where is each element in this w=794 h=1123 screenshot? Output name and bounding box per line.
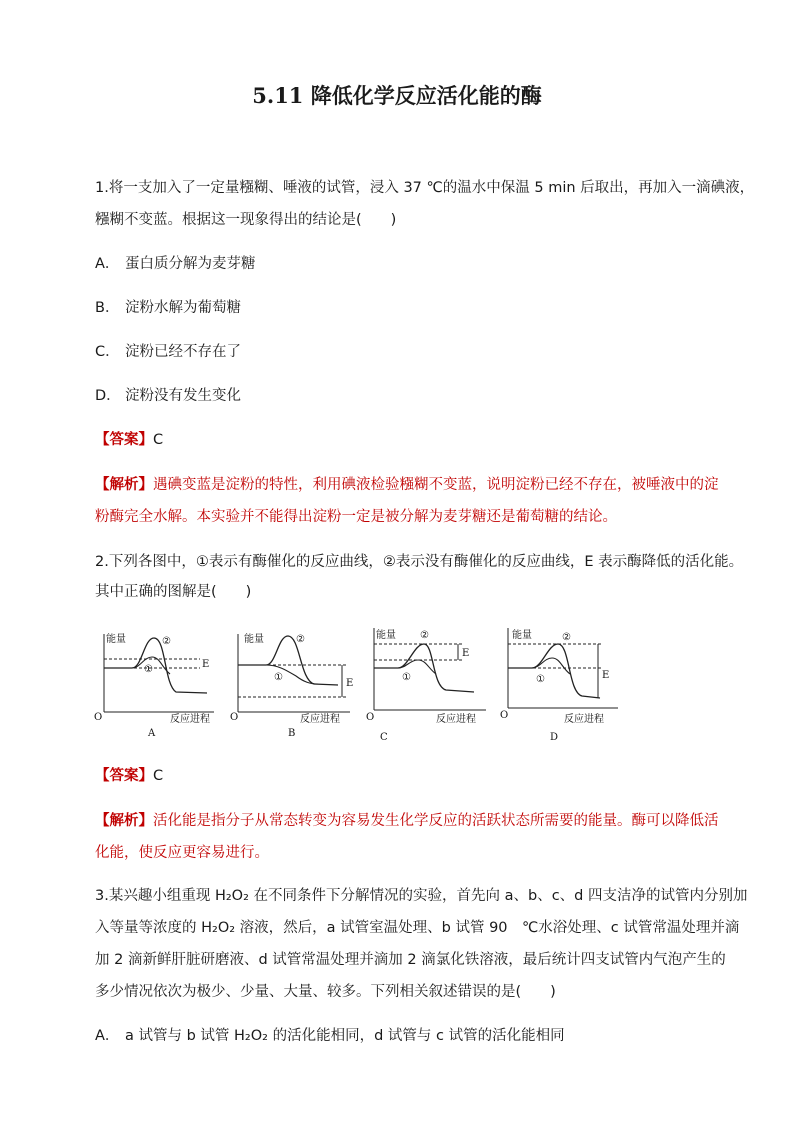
option-text: 蛋白质分解为麦芽糖: [125, 256, 256, 272]
curve-2-label: ②: [562, 632, 571, 643]
answer-value: C: [153, 768, 164, 784]
diagram-caption: C: [380, 732, 388, 743]
curve-2-label: ②: [162, 636, 171, 647]
option-letter: B．: [95, 300, 120, 316]
q1-answer: [95, 430, 715, 450]
curve-1-label: ①: [144, 664, 153, 675]
energy-label: 能量: [106, 634, 126, 645]
q2-analysis-line2: 化能，使反应更容易进行。: [95, 845, 269, 861]
curve-2-label: ②: [420, 630, 429, 641]
q1-stem-line2: 糨糊不变蓝。根据这一现象得出的结论是( ): [95, 212, 397, 228]
q2-stem-line1: 2.下列各图中，①表示有酶催化的反应曲线，②表示没有酶催化的反应曲线，E 表示酶降低的活化能。: [95, 554, 744, 570]
analysis-text: 遇碘变蓝是淀粉的特性，利用碘液检验糨糊不变蓝，说明淀粉已经不存在，被唾液中的淀: [153, 477, 719, 493]
answer-value: C: [153, 432, 164, 448]
curve-2-label: ②: [296, 634, 305, 645]
option-letter: A．: [95, 1028, 120, 1044]
analysis-tag: 【解析】: [95, 477, 153, 493]
q1-analysis-line1: [95, 475, 719, 495]
e-label: E: [346, 678, 354, 689]
answer-tag: 【答案】: [95, 768, 153, 784]
process-label: 反应进程: [300, 714, 340, 725]
process-label: 反应进程: [170, 714, 210, 725]
origin-label: O: [366, 712, 375, 723]
q2-stem-line2: 其中正确的图解是( ): [95, 584, 252, 600]
energy-label: 能量: [512, 630, 532, 641]
q2-answer: [95, 766, 715, 786]
diagram-caption: B: [288, 728, 296, 739]
energy-diagram-d: [496, 624, 626, 744]
option-letter: C．: [95, 344, 120, 360]
process-label: 反应进程: [436, 714, 476, 725]
analysis-text: 活化能是指分子从常态转变为容易发生化学反应的活跃状态所需要的能量。酶可以降低活: [153, 813, 719, 829]
option-text: 淀粉水解为葡萄糖: [125, 300, 241, 316]
option-text: a 试管与 b 试管 H₂O₂ 的活化能相同，d 试管与 c 试管的活化能相同: [125, 1028, 565, 1044]
q1-option-d: [95, 386, 715, 406]
energy-diagram-a: [92, 624, 222, 742]
q3-option-a: [95, 1026, 715, 1046]
q3-stem-line4: 多少情况依次为极少、少量、大量、较多。下列相关叙述错误的是( ): [95, 984, 556, 1000]
q1-option-c: [95, 342, 715, 362]
q3-stem-line1: 3.某兴趣小组重现 H₂O₂ 在不同条件下分解情况的实验，首先向 a、b、c、d 四支洁净的试管内分别加: [95, 888, 748, 904]
q2-analysis-line1: [95, 811, 719, 831]
q1-analysis-line2: 粉酶完全水解。本实验并不能得出淀粉一定是被分解为麦芽糖还是葡萄糖的结论。: [95, 509, 617, 525]
origin-label: O: [94, 712, 103, 723]
analysis-tag: 【解析】: [95, 813, 153, 829]
answer-tag: 【答案】: [95, 432, 153, 448]
e-label: E: [462, 648, 470, 659]
curve-1-label: ①: [402, 672, 411, 683]
diagram-caption: D: [550, 732, 559, 743]
option-text: 淀粉已经不存在了: [125, 344, 241, 360]
q1-stem-line1: 1.将一支加入了一定量糨糊、唾液的试管，浸入 37 ℃的温水中保温 5 min 后取出，再加入一滴碘液，: [95, 180, 755, 196]
origin-label: O: [500, 710, 509, 721]
option-text: 淀粉没有发生变化: [125, 388, 241, 404]
option-letter: A．: [95, 256, 120, 272]
page-title: 5.11 降低化学反应活化能的酶: [252, 83, 542, 108]
e-label: E: [602, 670, 610, 681]
diagram-caption: A: [148, 728, 156, 739]
energy-label: 能量: [376, 630, 396, 641]
q3-stem-line3: 加 2 滴新鲜肝脏研磨液、d 试管常温处理并滴加 2 滴氯化铁溶液，最后统计四支试管内气泡产生的: [95, 952, 726, 968]
energy-label: 能量: [244, 634, 264, 645]
energy-diagram-c: [362, 624, 494, 744]
e-label: E: [202, 659, 210, 670]
curve-1-label: ①: [274, 672, 283, 683]
origin-label: O: [230, 712, 239, 723]
option-letter: D．: [95, 388, 121, 404]
q1-option-a: [95, 254, 715, 274]
energy-diagram-b: [226, 624, 358, 742]
curve-1-label: ①: [536, 674, 545, 685]
q3-stem-line2: 入等量等浓度的 H₂O₂ 溶液，然后，a 试管室温处理、b 试管 90 ℃水浴处理、c 试管常温处理并滴: [95, 920, 740, 936]
q1-option-b: [95, 298, 715, 318]
process-label: 反应进程: [564, 714, 604, 725]
